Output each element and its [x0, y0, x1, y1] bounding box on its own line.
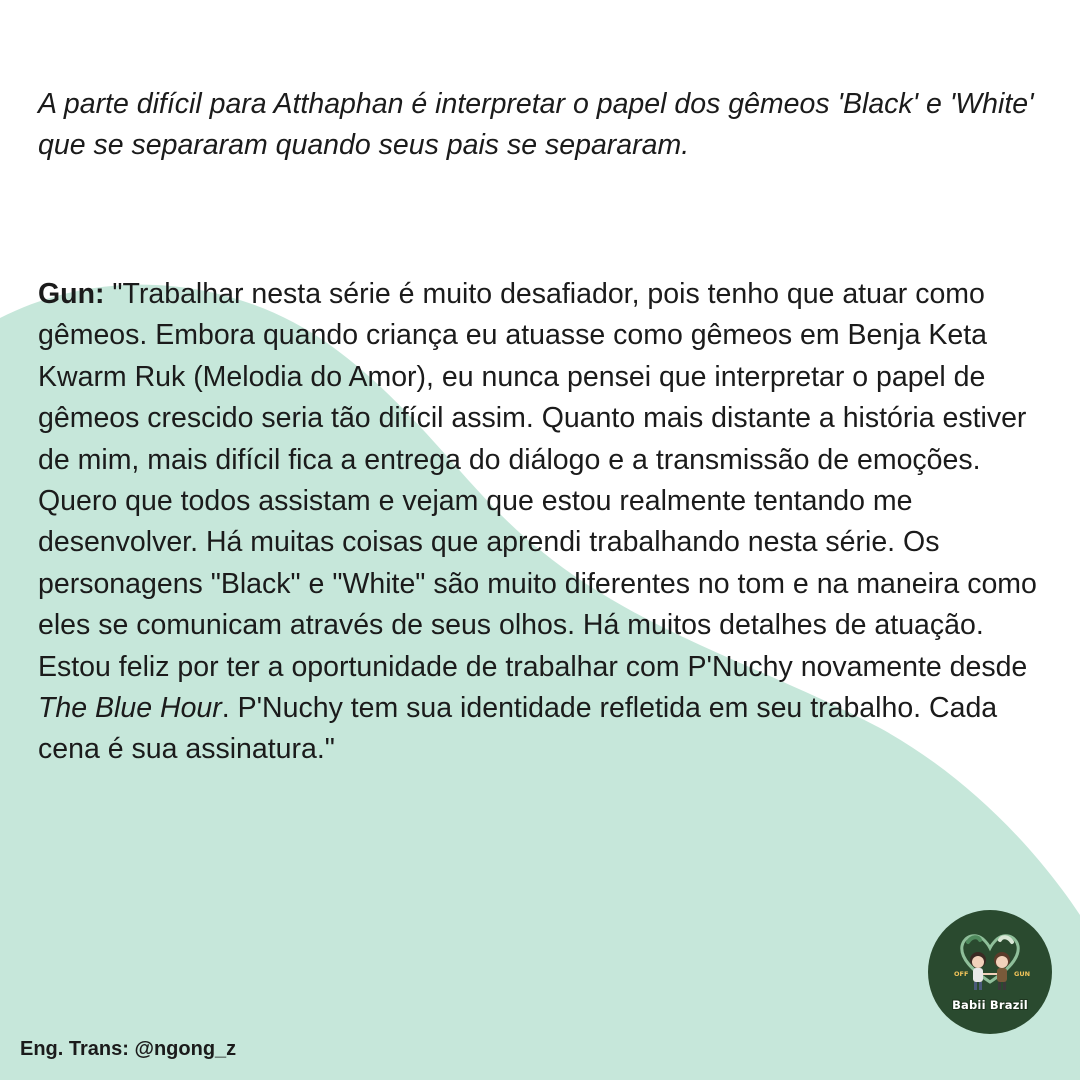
heart-plant-logo-icon — [928, 910, 1052, 1034]
speaker-name: Gun: — [38, 278, 105, 310]
logo-text: Babii Brazil — [952, 998, 1028, 1012]
quote-text-part-1: "Trabalhar nesta série é muito desafiador, pois tenho que atuar como gêmeos. Embora quando criança eu atuasse como gêmeos em Benja Keta Kwarm Ruk (Melodia do Amor), eu nunca pensei que interpretar o papel de gêmeos crescido seria tão difícil assim. Quanto mais distante a história estiver de mim, mais difícil fica a entrega do diálogo e a transmissão de emoções. Quero que todos assistam e vejam que estou realmente tentando me desenvolver. Há muitas coisas que aprendi trabalhando nesta série. Os personagens "Black" e "White" são muito diferentes no tom e na maneira como eles se comunicam através de seus olhos. Há muitos detalhes de atuação. Estou feliz por ter a oportunidade de trabalhar com P'Nuchy novamente desde — [38, 278, 1037, 683]
quote-series-title: The Blue Hour — [38, 692, 222, 725]
translation-credit: Eng. Trans: @ngong_z — [20, 1038, 237, 1060]
quote-paragraph — [38, 274, 1038, 771]
quote-text-part-2: . P'Nuchy tem sua identidade refletida em seu trabalho. Cada cena é sua assinatura." — [38, 692, 998, 766]
intro-paragraph: A parte difícil para Atthaphan é interpretar o papel dos gêmeos 'Black' e 'White' que se separaram quando seus pais se separaram. — [38, 88, 1034, 161]
logo-right-tag: GUN — [1014, 970, 1031, 978]
logo-left-tag: OFF — [954, 970, 969, 978]
brand-logo — [928, 910, 1052, 1034]
